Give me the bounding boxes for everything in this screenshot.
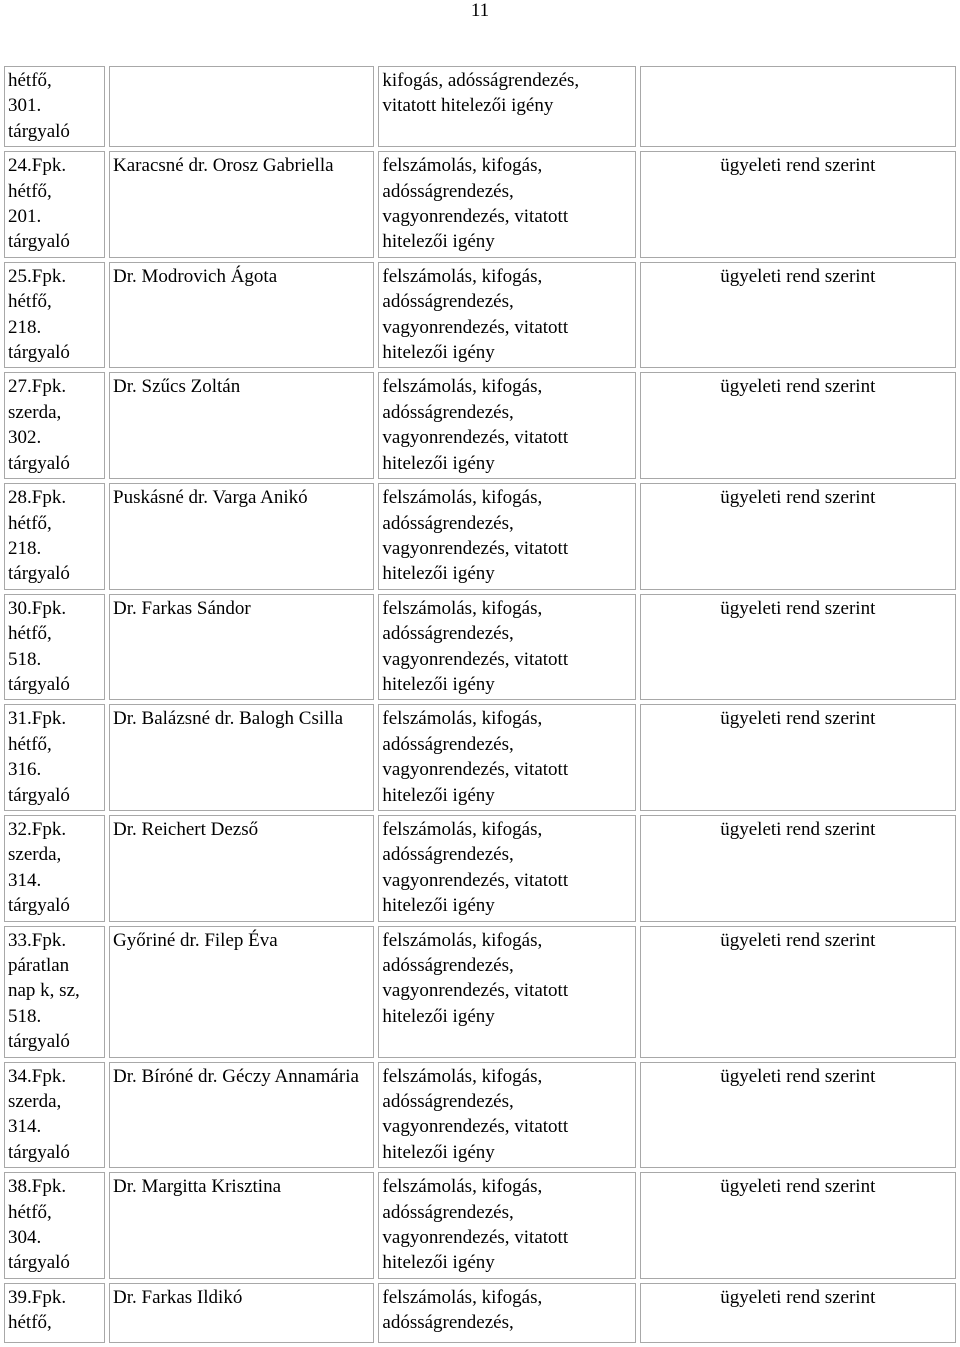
judge-cell: Dr. Margitta Krisztina — [109, 1172, 374, 1279]
judge-cell: Karacsné dr. Orosz Gabriella — [109, 151, 374, 258]
schedule-body — [4, 66, 956, 1343]
room-cell: 33.Fpk. páratlan nap k, sz, 518. tárgyaló — [4, 926, 105, 1058]
cases-cell: felszámolás, kifogás, adósságrendezés, vagyonrendezés, vitatott hitelezői igény — [378, 262, 635, 369]
table-row — [4, 926, 956, 1058]
table-row — [4, 594, 956, 701]
cases-cell: felszámolás, kifogás, adósságrendezés, vagyonrendezés, vitatott hitelezői igény — [378, 1172, 635, 1279]
duty-cell: ügyeleti rend szerint — [640, 704, 956, 811]
cases-cell: felszámolás, kifogás, adósságrendezés, vagyonrendezés, vitatott hitelezői igény — [378, 926, 635, 1058]
table-row — [4, 483, 956, 590]
table-row — [4, 1283, 956, 1343]
duty-cell: ügyeleti rend szerint — [640, 483, 956, 590]
duty-cell: ügyeleti rend szerint — [640, 262, 956, 369]
room-cell: 24.Fpk. hétfő, 201. tárgyaló — [4, 151, 105, 258]
judge-cell: Dr. Farkas Sándor — [109, 594, 374, 701]
room-cell: 31.Fpk. hétfő, 316. tárgyaló — [4, 704, 105, 811]
room-cell: 34.Fpk. szerda, 314. tárgyaló — [4, 1062, 105, 1169]
cases-cell: felszámolás, kifogás, adósságrendezés, vagyonrendezés, vitatott hitelezői igény — [378, 372, 635, 479]
room-cell: 25.Fpk. hétfő, 218. tárgyaló — [4, 262, 105, 369]
duty-cell: ügyeleti rend szerint — [640, 1283, 956, 1343]
judge-cell: Dr. Bíróné dr. Géczy Annamária — [109, 1062, 374, 1169]
room-cell: hétfő, 301. tárgyaló — [4, 66, 105, 147]
page-number: 11 — [470, 0, 490, 21]
judge-cell — [109, 66, 374, 147]
judge-cell: Dr. Modrovich Ágota — [109, 262, 374, 369]
duty-cell: ügyeleti rend szerint — [640, 1062, 956, 1169]
cases-cell: kifogás, adósságrendezés, vitatott hitelezői igény — [378, 66, 635, 147]
cases-cell: felszámolás, kifogás, adósságrendezés, vagyonrendezés, vitatott hitelezői igény — [378, 483, 635, 590]
judge-cell: Dr. Farkas Ildikó — [109, 1283, 374, 1343]
duty-cell — [640, 66, 956, 147]
cases-cell: felszámolás, kifogás, adósságrendezés, vagyonrendezés, vitatott hitelezői igény — [378, 151, 635, 258]
table-row — [4, 372, 956, 479]
table-row — [4, 1172, 956, 1279]
room-cell: 28.Fpk. hétfő, 218. tárgyaló — [4, 483, 105, 590]
cases-cell: felszámolás, kifogás, adósságrendezés, vagyonrendezés, vitatott hitelezői igény — [378, 1062, 635, 1169]
cases-cell: felszámolás, kifogás, adósságrendezés, — [378, 1283, 635, 1343]
table-row — [4, 262, 956, 369]
duty-cell: ügyeleti rend szerint — [640, 372, 956, 479]
judge-cell: Dr. Balázsné dr. Balogh Csilla — [109, 704, 374, 811]
cases-cell: felszámolás, kifogás, adósságrendezés, vagyonrendezés, vitatott hitelezői igény — [378, 704, 635, 811]
table-row — [4, 815, 956, 922]
room-cell: 30.Fpk. hétfő, 518. tárgyaló — [4, 594, 105, 701]
room-cell: 38.Fpk. hétfő, 304. tárgyaló — [4, 1172, 105, 1279]
judge-cell: Dr. Reichert Dezső — [109, 815, 374, 922]
table-row — [4, 704, 956, 811]
schedule-table — [0, 62, 960, 1347]
table-row — [4, 1062, 956, 1169]
duty-cell: ügyeleti rend szerint — [640, 926, 956, 1058]
table-row — [4, 66, 956, 147]
room-cell: 27.Fpk. szerda, 302. tárgyaló — [4, 372, 105, 479]
duty-cell: ügyeleti rend szerint — [640, 815, 956, 922]
judge-cell: Dr. Szűcs Zoltán — [109, 372, 374, 479]
cases-cell: felszámolás, kifogás, adósságrendezés, vagyonrendezés, vitatott hitelezői igény — [378, 594, 635, 701]
cases-cell: felszámolás, kifogás, adósságrendezés, vagyonrendezés, vitatott hitelezői igény — [378, 815, 635, 922]
duty-cell: ügyeleti rend szerint — [640, 594, 956, 701]
room-cell: 39.Fpk. hétfő, — [4, 1283, 105, 1343]
room-cell: 32.Fpk. szerda, 314. tárgyaló — [4, 815, 105, 922]
duty-cell: ügyeleti rend szerint — [640, 151, 956, 258]
judge-cell: Puskásné dr. Varga Anikó — [109, 483, 374, 590]
duty-cell: ügyeleti rend szerint — [640, 1172, 956, 1279]
judge-cell: Győriné dr. Filep Éva — [109, 926, 374, 1058]
table-row — [4, 151, 956, 258]
